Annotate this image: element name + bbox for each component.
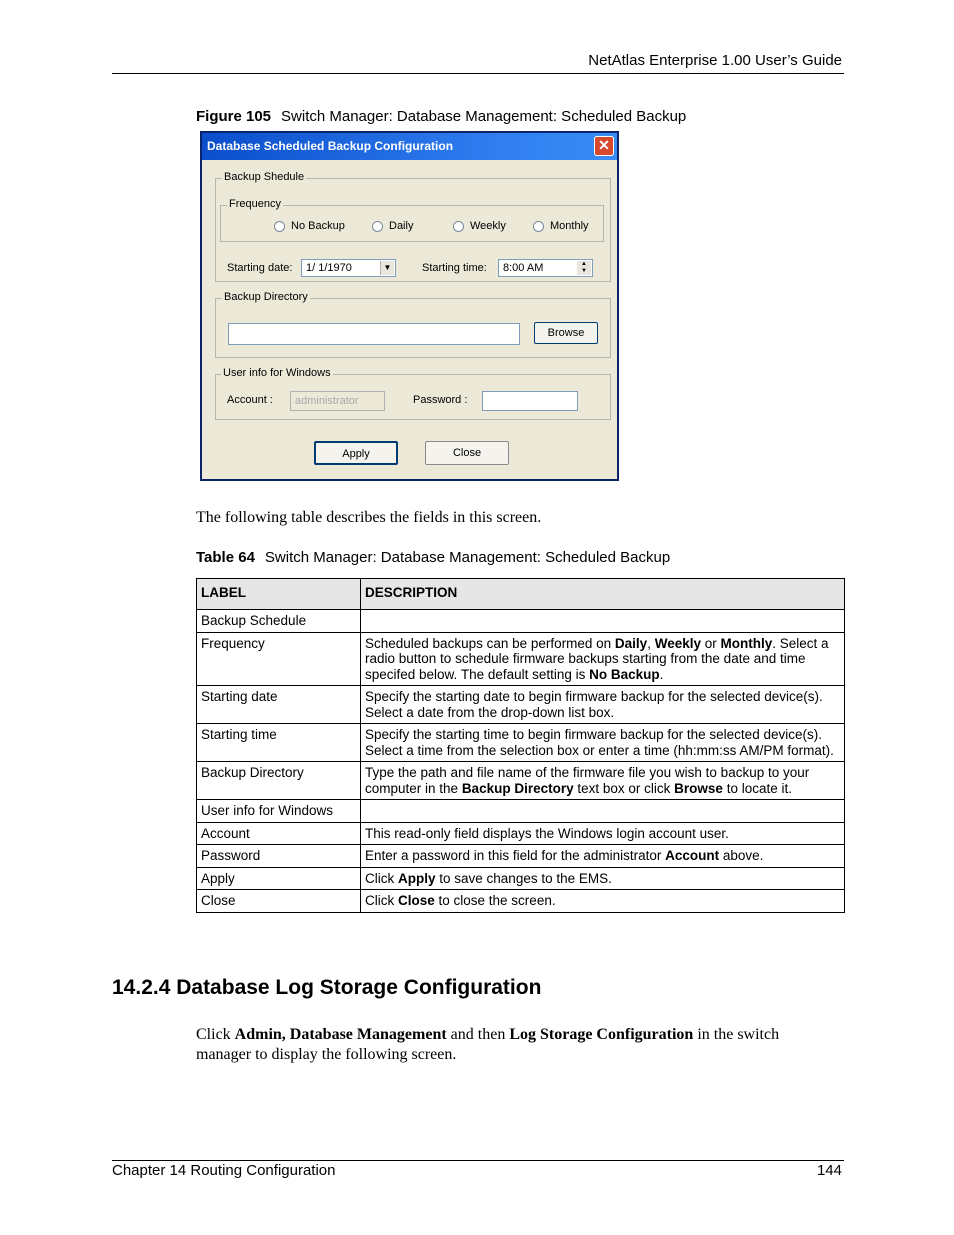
footer-page-number: 144 — [816, 1162, 842, 1179]
paragraph-text: in the switch manager to display the following screen. — [196, 1026, 780, 1063]
backup-dialog — [200, 131, 619, 481]
emphasis-text: Monthly — [720, 635, 773, 651]
description-text: . Select a radio button to schedule firmware backups starting from the date and time specifed below. The default setting is — [365, 635, 829, 682]
row-label: Close — [197, 890, 361, 913]
header-description: DESCRIPTION — [361, 579, 845, 610]
user-info-label: User info for Windows — [223, 367, 331, 379]
table-row — [197, 762, 845, 800]
password-label: Password : — [413, 394, 468, 406]
table-row — [197, 610, 845, 633]
footer-rule — [112, 1160, 844, 1161]
row-description — [361, 890, 845, 913]
backup-directory-input[interactable] — [228, 323, 520, 345]
table-label: Table 64 — [196, 549, 255, 566]
description-text: Type the path and file name of the firmware file you wish to backup to your computer in the — [365, 765, 810, 796]
emphasis-text: Apply — [398, 870, 436, 886]
user-info-group — [215, 367, 611, 420]
table-row — [197, 867, 845, 890]
emphasis-text: Browse — [674, 780, 723, 796]
header-rule — [112, 73, 844, 74]
starting-time-value: 8:00 AM — [503, 262, 544, 274]
row-label: Apply — [197, 867, 361, 890]
row-description — [361, 762, 845, 800]
table-row — [197, 632, 845, 686]
paragraph-text: and then — [446, 1026, 510, 1043]
radio-monthly-label: Monthly — [550, 220, 589, 232]
emphasis-text: Backup Directory — [461, 780, 574, 796]
description-text: Click — [365, 870, 398, 886]
table-caption — [196, 549, 670, 566]
row-label: Frequency — [197, 632, 361, 686]
row-label: Password — [197, 845, 361, 868]
emphasis-text: Account — [665, 848, 720, 863]
figure-label: Figure 105 — [196, 108, 272, 125]
paragraph-text: Click — [196, 1026, 235, 1043]
emphasis-text: Admin, Database Management — [234, 1026, 447, 1043]
header-label: LABEL — [197, 579, 361, 610]
emphasis-text: Log Storage Configuration — [509, 1026, 694, 1043]
row-description — [361, 800, 845, 823]
description-text: to close the screen. — [434, 893, 556, 908]
description-table — [196, 578, 845, 913]
row-description — [361, 867, 845, 890]
body-paragraph — [196, 1025, 836, 1065]
table-row — [197, 800, 845, 823]
dialog-title: Database Scheduled Backup Configuration — [207, 139, 454, 153]
radio-weekly[interactable] — [453, 221, 464, 232]
radio-daily-label: Daily — [389, 220, 414, 232]
table-body — [197, 610, 845, 913]
backup-directory-label: Backup Directory — [224, 291, 308, 303]
radio-no-backup-label: No Backup — [291, 220, 345, 232]
figure-caption — [196, 108, 686, 125]
table-row — [197, 724, 845, 762]
backup-schedule-group — [215, 171, 611, 282]
frequency-label: Frequency — [229, 198, 281, 210]
emphasis-text: Weekly — [654, 635, 701, 651]
emphasis-text: Daily — [614, 635, 648, 651]
row-description — [361, 845, 845, 868]
row-label: Account — [197, 822, 361, 845]
row-label: User info for Windows — [197, 800, 361, 823]
starting-time-spinner[interactable] — [498, 259, 593, 277]
password-field[interactable] — [482, 391, 578, 411]
frequency-group — [220, 198, 604, 242]
description-text: text box or click — [573, 780, 675, 796]
account-field: administrator — [290, 391, 385, 411]
emphasis-text: No Backup — [589, 666, 660, 682]
row-label: Backup Directory — [197, 762, 361, 800]
close-icon[interactable]: ✕ — [594, 136, 614, 156]
starting-time-label: Starting time: — [422, 262, 487, 274]
backup-directory-group — [215, 291, 611, 358]
description-text: Enter a password in this field for the administrator — [365, 848, 666, 863]
dialog-titlebar — [202, 133, 617, 160]
radio-monthly[interactable] — [533, 221, 544, 232]
chevron-down-icon[interactable]: ▼ — [380, 261, 394, 275]
row-description — [361, 610, 845, 633]
table-row — [197, 845, 845, 868]
description-text: . — [659, 666, 664, 682]
section-heading: 14.2.4 Database Log Storage Configuration — [112, 976, 542, 999]
starting-date-label: Starting date: — [227, 262, 293, 274]
row-label: Starting time — [197, 724, 361, 762]
backup-schedule-label: Backup Shedule — [224, 171, 305, 183]
description-text: above. — [719, 848, 764, 863]
table-row — [197, 890, 845, 913]
row-description: Specify the starting date to begin firmware backup for the selected device(s). Select a date from the drop-down list box. — [361, 686, 845, 724]
table-row — [197, 822, 845, 845]
description-text: or — [701, 635, 721, 651]
radio-weekly-label: Weekly — [470, 220, 506, 232]
emphasis-text: Close — [398, 893, 435, 908]
radio-daily[interactable] — [372, 221, 383, 232]
row-description — [361, 632, 845, 686]
close-button[interactable]: Close — [425, 441, 509, 465]
spinner-icon[interactable]: ▲ ▼ — [577, 261, 591, 275]
description-text: , — [647, 635, 655, 651]
table-caption-text: Switch Manager: Database Management: Scheduled Backup — [264, 549, 671, 566]
header-title: NetAtlas Enterprise 1.00 User’s Guide — [588, 52, 842, 69]
description-text: to save changes to the EMS. — [435, 870, 612, 886]
row-description: Specify the starting time to begin firmware backup for the selected device(s). Select a time from the selection box or enter a time (hh:mm:ss AM/PM format). — [361, 724, 845, 762]
figure-caption-text: Switch Manager: Database Management: Scheduled Backup — [281, 108, 687, 125]
row-label: Starting date — [197, 686, 361, 724]
row-label: Backup Schedule — [197, 610, 361, 633]
account-label: Account : — [227, 394, 273, 406]
starting-date-dropdown[interactable] — [301, 259, 396, 277]
intro-text: The following table describes the fields in this screen. — [196, 509, 542, 526]
description-text: to locate it. — [722, 780, 792, 796]
starting-date-value: 1/ 1/1970 — [306, 262, 352, 274]
apply-button[interactable]: Apply — [314, 441, 398, 465]
footer-chapter: Chapter 14 Routing Configuration — [112, 1162, 336, 1179]
radio-no-backup[interactable] — [274, 221, 285, 232]
table-header-row — [197, 579, 845, 610]
description-text: Click — [365, 893, 398, 908]
table-row — [197, 686, 845, 724]
browse-button[interactable]: Browse — [534, 322, 598, 344]
description-text: Scheduled backups can be performed on — [365, 635, 615, 651]
row-description: This read-only field displays the Windows login account user. — [361, 822, 845, 845]
